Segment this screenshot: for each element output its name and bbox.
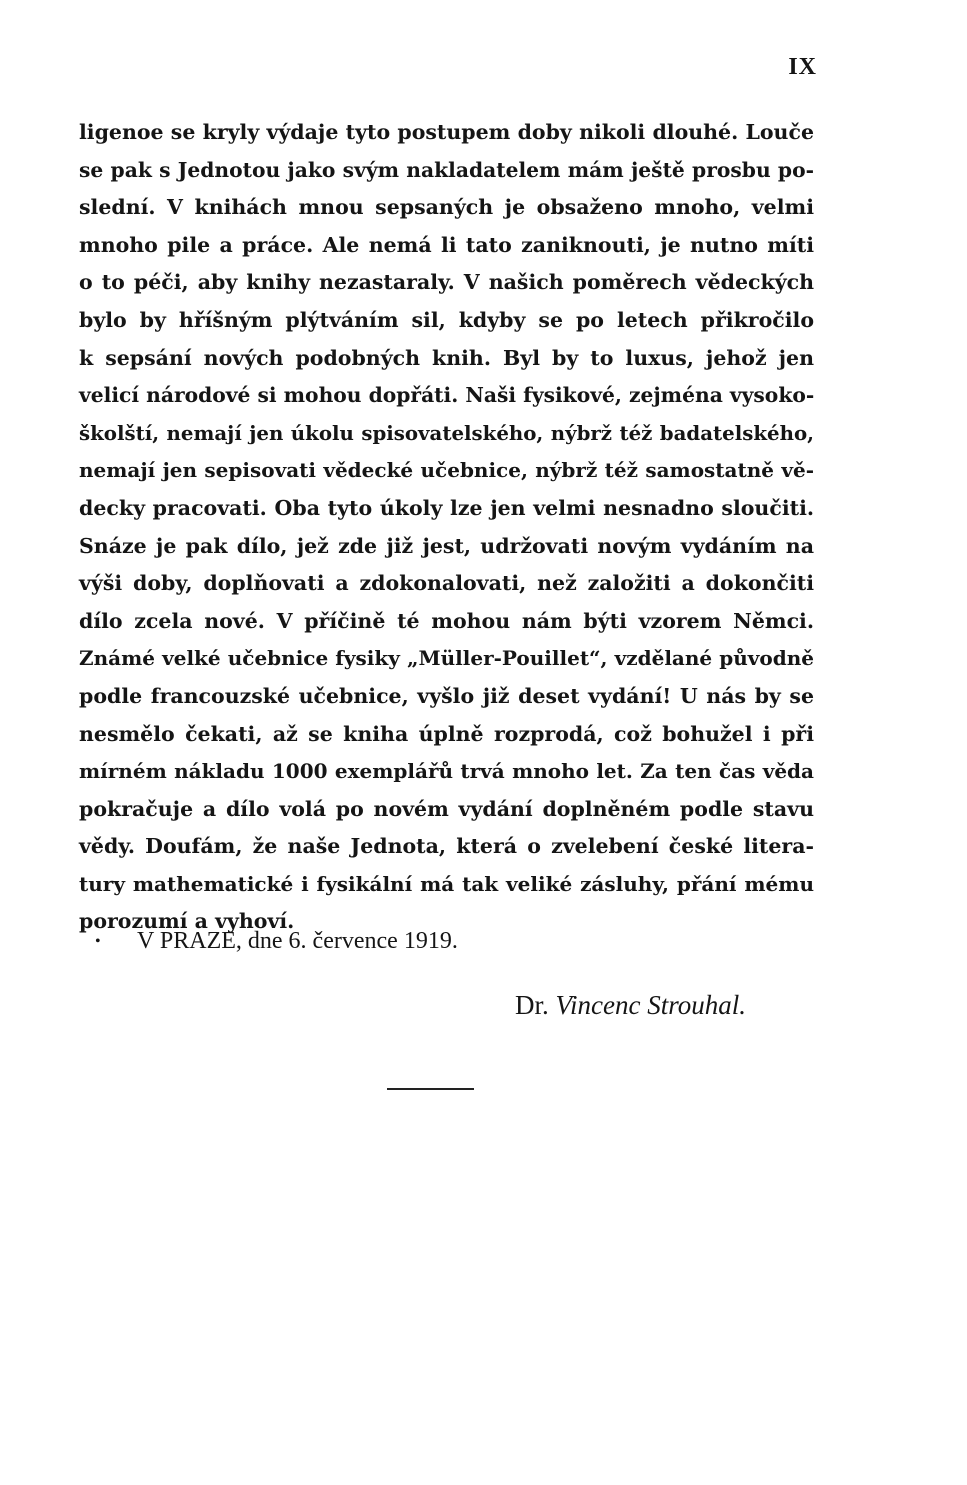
text-line: k sepsání nových podobných knih. Byl by to luxus, jehož jen: [79, 345, 814, 370]
signature-name: Vincenc Strouhal.: [555, 990, 746, 1020]
closing-rule-divider: [387, 1088, 474, 1090]
text-line: vědy. Doufám, že naše Jednota, která o zvelebení české litera-: [79, 834, 814, 859]
text-line: mnoho pile a práce. Ale nemá li tato zaniknouti, je nutno míti: [79, 232, 814, 257]
text-line: mírném nákladu 1000 exemplářů trvá mnoho let. Za ten čas věda: [79, 759, 814, 784]
signature: [515, 990, 746, 1021]
text-line: výši doby, doplňovati a zdokonalovati, než založiti a dokončiti: [79, 571, 814, 596]
text-line: nesmělo čekati, až se kniha úplně rozprodá, což bohužel i při: [79, 721, 814, 746]
signature-title: Dr.: [515, 990, 549, 1020]
text-line: Snáze je pak dílo, jež zde již jest, udržovati novým vydáním na: [79, 533, 814, 558]
dateline-text: V PRAZE, dne 6. července 1919.: [137, 928, 458, 954]
text-line: ligenoe se kryly výdaje tyto postupem doby nikoli dlouhé. Louče: [79, 120, 814, 144]
text-line: slední. V knihách mnou sepsaných je obsaženo mnoho, velmi: [79, 195, 814, 220]
text-line-last: porozumí a vyhoví.: [79, 909, 295, 934]
body-paragraph: [79, 114, 814, 941]
text-line: se pak s Jednotou jako svým nakladatelem mám ještě prosbu po-: [79, 157, 814, 182]
dateline: [95, 928, 458, 955]
text-line: školští, nemají jen úkolu spisovatelského, nýbrž též badatelského,: [79, 420, 814, 445]
text-line: decky pracovati. Oba tyto úkoly lze jen velmi nesnadno sloučiti.: [79, 495, 814, 520]
text-line: o to péči, aby knihy nezastaraly. V našich poměrech vědeckých: [79, 270, 814, 295]
page-number: IX: [788, 54, 817, 80]
text-line: bylo by hříšným plýtváním sil, kdyby se po letech přikročilo: [79, 307, 814, 332]
text-line: pokračuje a dílo volá po novém vydání doplněném podle stavu: [79, 796, 814, 821]
text-line: podle francouzské učebnice, vyšlo již deset vydání! U nás by se: [79, 683, 814, 708]
bullet-mark: •: [95, 933, 101, 951]
text-line: tury mathematické i fysikální má tak veliké zásluhy, přání mému: [79, 871, 814, 896]
text-line: nemají jen sepisovati vědecké učebnice, nýbrž též samostatně vě-: [79, 458, 814, 483]
text-line: dílo zcela nové. V příčině té mohou nám býti vzorem Němci.: [79, 608, 814, 633]
text-line: velicí národové si mohou dopřáti. Naši fysikové, zejména vysoko-: [79, 383, 815, 408]
text-line: Známé velké učebnice fysiky „Müller-Pouillet“, vzdělané původně: [79, 646, 814, 671]
